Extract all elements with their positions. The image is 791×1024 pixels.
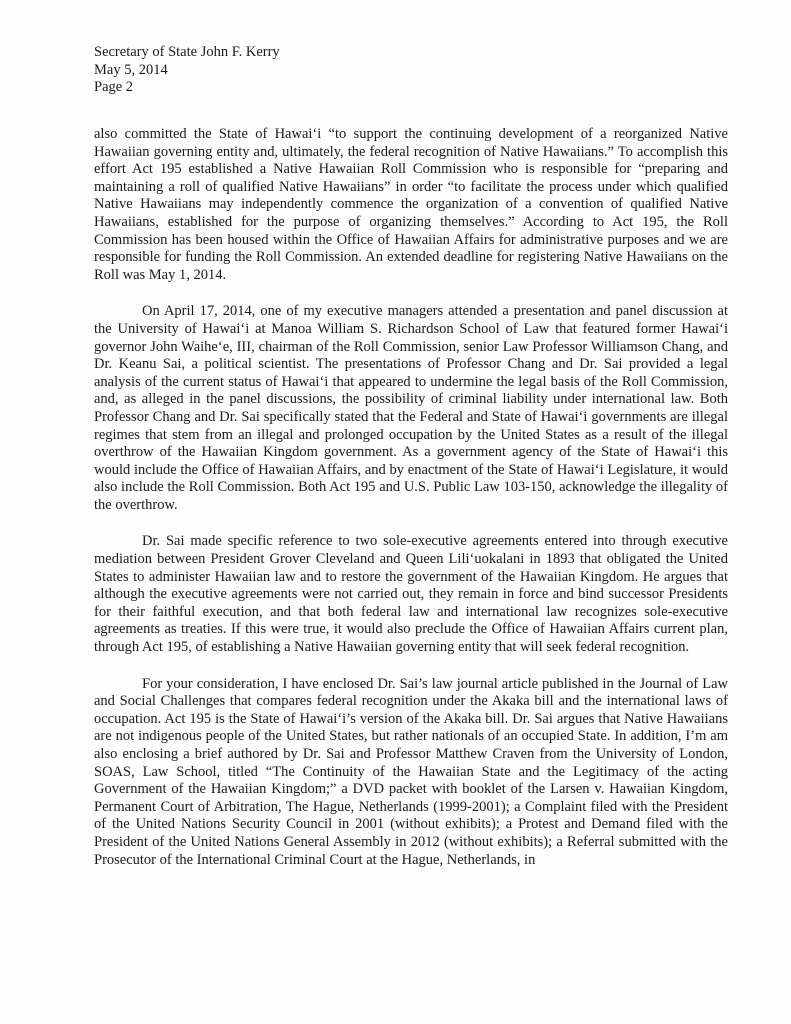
letter-header — [94, 44, 280, 97]
page-number-line: Page 2 — [94, 79, 134, 95]
date-line: May 5, 2014 — [94, 61, 168, 78]
recipient-line: Secretary of State John F. Kerry — [94, 44, 280, 60]
paragraph-continued: also committed the State of Hawai‘i “to support the continuing development of a reorganized Native Hawaiian governing entity and, ultimately, the federal recognition of Native Hawaiians.” To accomplish this effort Act 195 established a Native Hawaiian Roll Commission who is responsible for “preparing and maintaining a roll of qualified Native Hawaiians” in order “to facilitate the process under which qualified Native Hawaiians may independently commence the organization of a convention of qualified Native Hawaiians, established for the purpose of organizing themselves.” According to Act 195, the Roll Commission has been housed within the Office of Hawaiian Affairs for administrative purposes and we are responsible for funding the Roll Commission. An extended deadline for registering Native Hawaiians on the Roll was May 1, 2014. — [94, 126, 728, 283]
paragraph-executive-agreements: Dr. Sai made specific reference to two sole-executive agreements entered into through executive mediation between President Grover Cleveland and Queen Lili‘uokalani in 1893 that obligated the United States to administer Hawaiian law and to restore the government of the Hawaiian Kingdom. He argues that although the executive agreements were not carried out, they remain in force and bind successor Presidents for their faithful execution, and that both federal law and international law recognizes sole-executive agreements as treaties. If this were true, it would also preclude the Office of Hawaiian Affairs current plan, through Act 195, of establishing a Native Hawaiian governing entity that will seek federal recognition. — [94, 533, 728, 656]
letter-body — [94, 126, 728, 888]
paragraph-enclosures: For your consideration, I have enclosed Dr. Sai’s law journal article published in the Journal of Law and Social Challenges that compares federal recognition under the Akaka bill and the international laws of occupation. Act 195 is the State of Hawai‘i’s version of the Akaka bill. Dr. Sai argues that Native Hawaiians are not indigenous people of the United States, but rather nationals of an occupied State. In addition, I’m am also enclosing a brief authored by Dr. Sai and Professor Matthew Craven from the University of London, SOAS, Law School, titled “The Continuity of the Hawaiian State and the Legitimacy of the acting Government of the Hawaiian Kingdom;” a DVD packet with booklet of the Larsen v. Hawaiian Kingdom, Permanent Court of Arbitration, The Hague, Netherlands (1999-2001); a Complaint filed with the President of the United Nations Security Council in 2001 (without exhibits); a Protest and Demand filed with the President of the United Nations General Assembly in 2012 (without exhibits); a Referral submitted with the Prosecutor of the International Criminal Court at the Hague, Netherlands, in — [94, 675, 728, 868]
paragraph-presentation: On April 17, 2014, one of my executive managers attended a presentation and panel discussion at the University of Hawai‘i at Manoa William S. Richardson School of Law that featured former Hawai‘i governor John Waihe‘e, III, chairman of the Roll Commission, senior Law Professor Williamson Chang, and Dr. Keanu Sai, a political scientist. The presentations of Professor Chang and Dr. Sai provided a legal analysis of the current status of Hawai‘i that appeared to undermine the legal basis of the Roll Commission, and, as alleged in the panel discussions, the possibility of criminal liability under international law. Both Professor Chang and Dr. Sai specifically stated that the Federal and State of Hawai‘i governments are illegal regimes that stem from an illegal and prolonged occupation by the United States as a result of the illegal overthrow of the Hawaiian Kingdom government. As a government agency of the State of Hawai‘i this would include the Office of Hawaiian Affairs, and by enactment of the State of Hawai‘i Legislature, it would also include the Roll Commission. Both Act 195 and U.S. Public Law 103-150, acknowledge the illegality of the overthrow. — [94, 303, 728, 513]
